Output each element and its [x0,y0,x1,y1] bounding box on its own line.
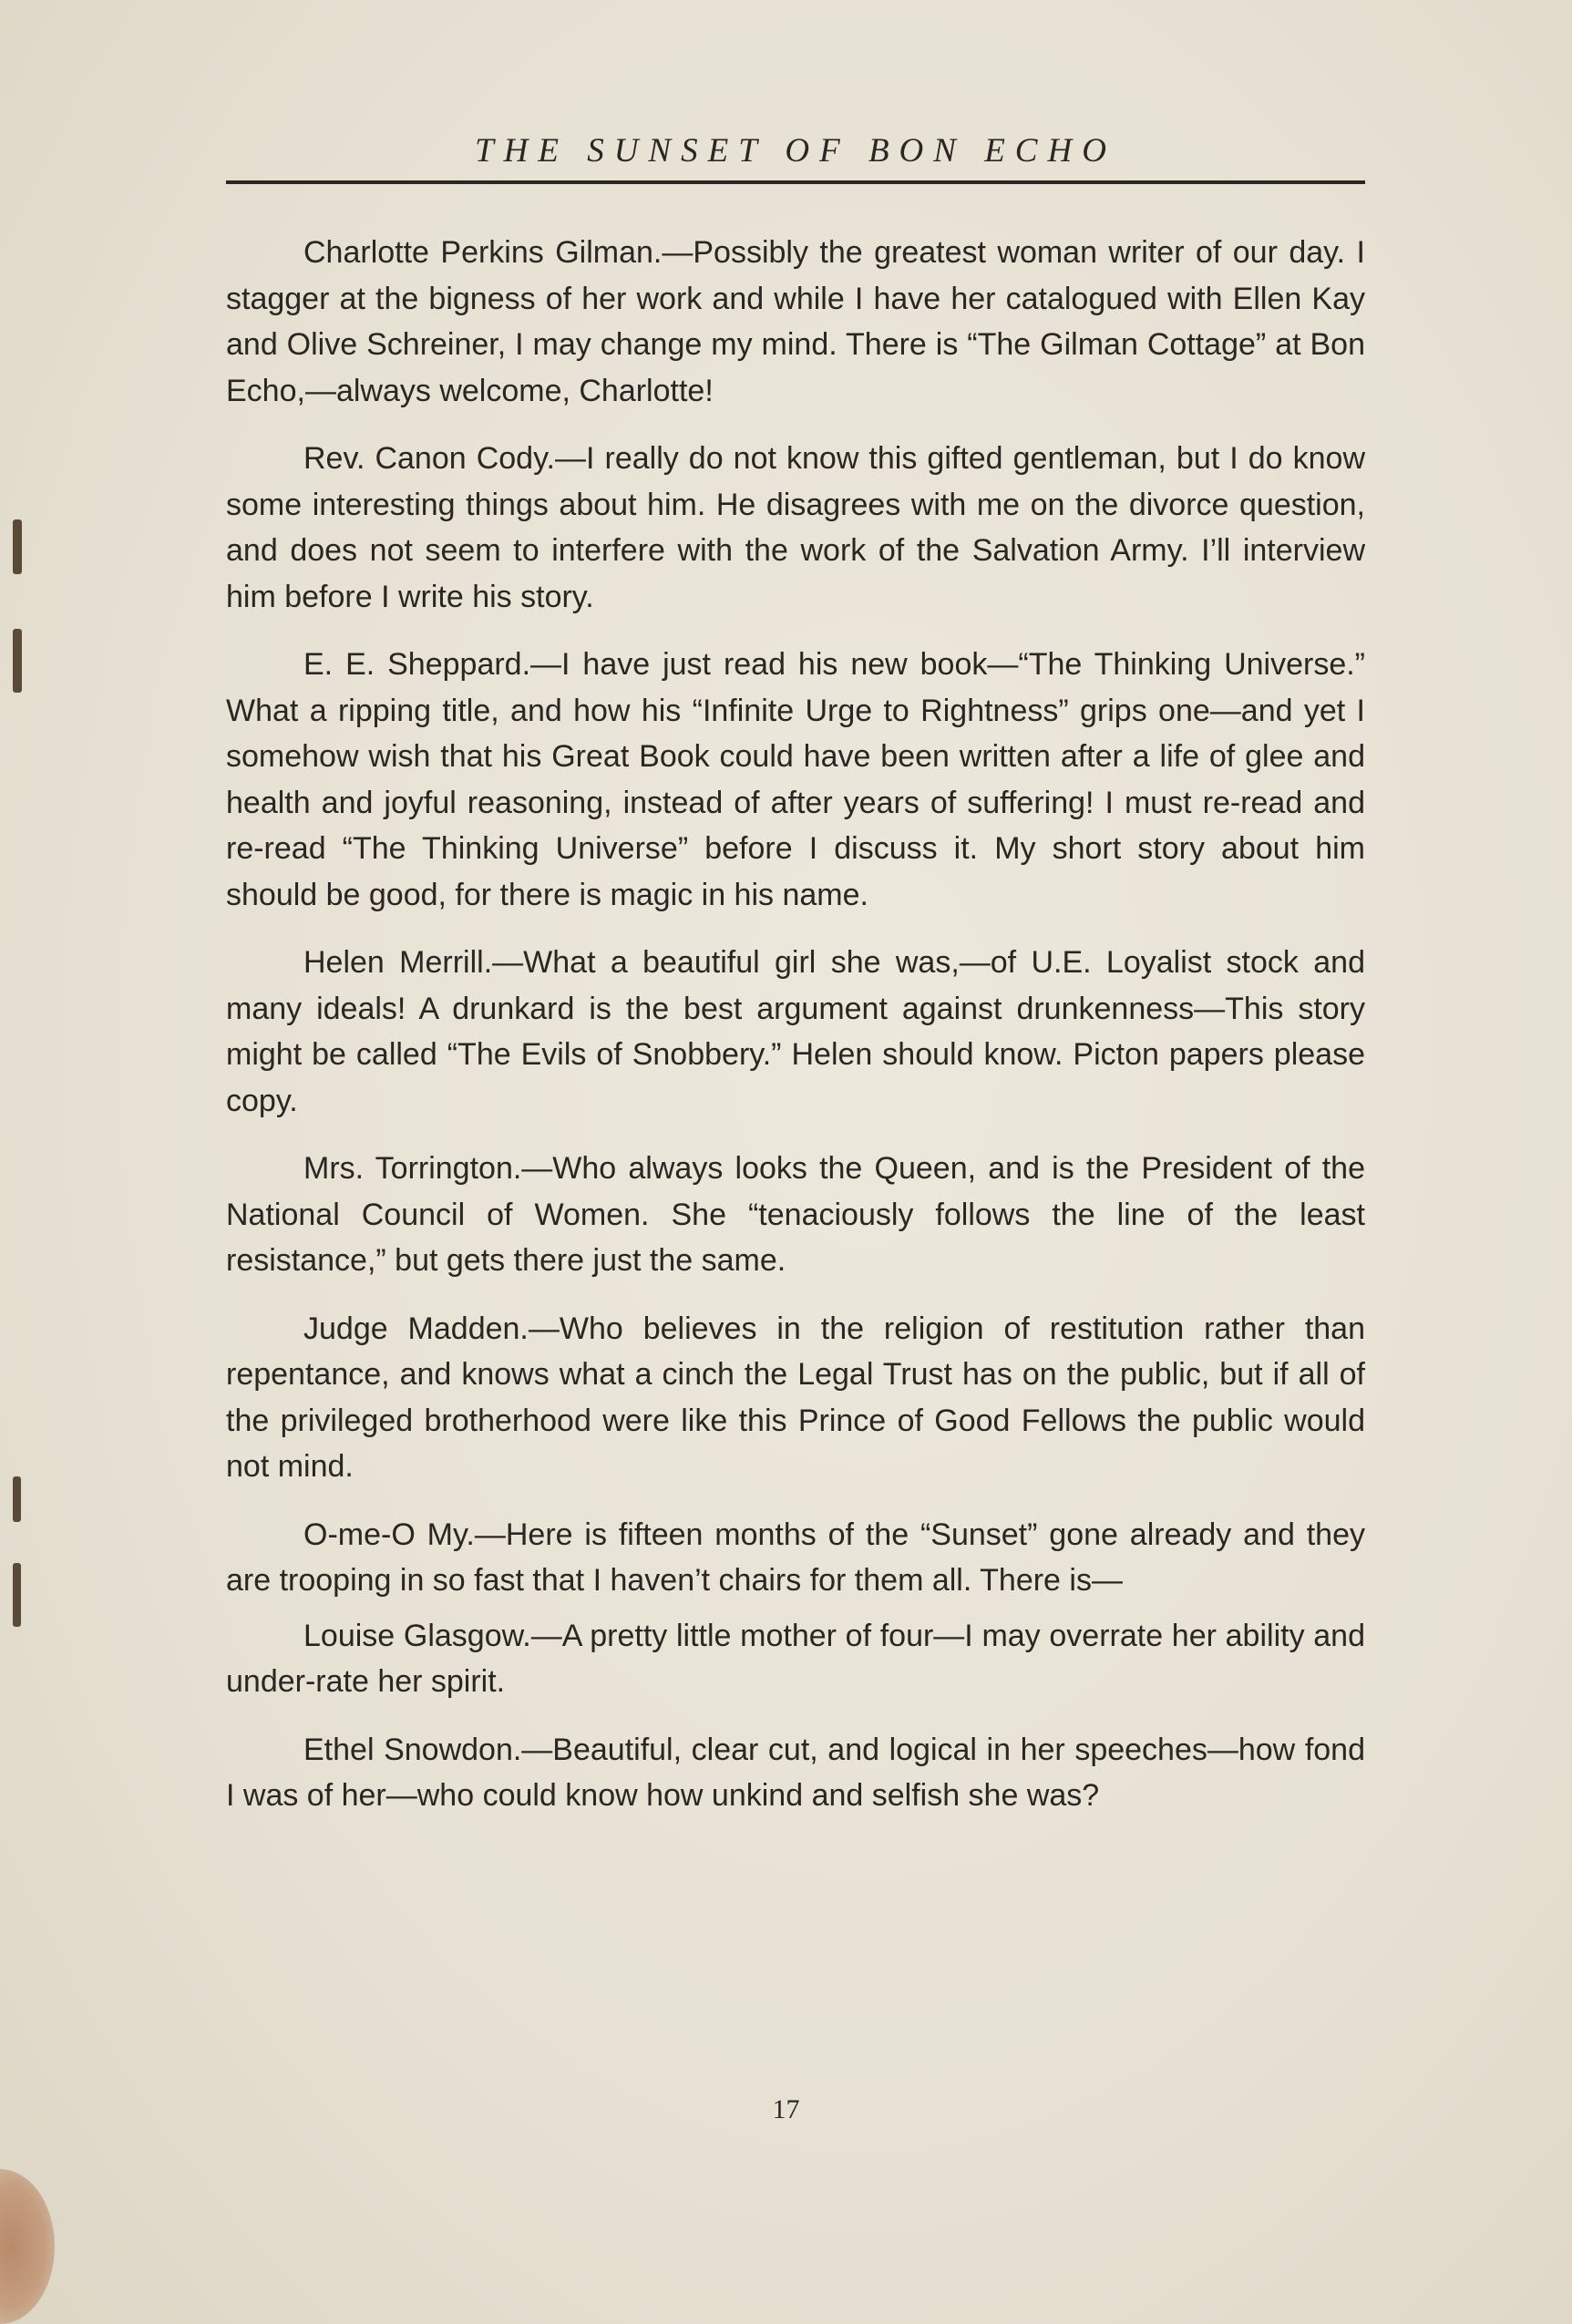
running-head: THE SUNSET OF BON ECHO [475,132,1116,170]
paragraph-cody: Rev. Canon Cody.—I really do not know this gifted gentleman, but I do know some interesting things about him. He disagrees with me on the divorce question, and does not seem to interfere with the work of the Salvation Army. I’ll interview him before I write his story. [226,441,1365,614]
paragraph-sheppard: E. E. Sheppard.—I have just read his new book—“The Thinking Universe.” What a ripping title, and how his “Infinite Urge to Rightness” grips one—and yet I somehow wish that his Great Book could have been written after a life of glee and health and joyful reasoning, instead of after years of suffering! I must re-read and re-read “The Thinking Universe” before I discuss it. My short story about him should be good, for there is magic in his name. [226,647,1365,912]
binding-stitch [13,1563,21,1627]
paragraph-torrington: Mrs. Torrington.—Who always looks the Queen, and is the President of the National Council of Women. She “tenaciously follows the line of the least resistance,” but gets there just the same. [226,1151,1365,1278]
paragraph-gilman: Charlotte Perkins Gilman.—Possibly the greatest woman writer of our day. I stagger at the bigness of her work and while I have her catalogued with Ellen Kay and Olive Schreiner, I may change my mind. There is “The Gilman Cottage” at Bon Echo,—always welcome, Charlotte! [226,235,1365,408]
binding-stitch [13,519,22,574]
header-rule [226,180,1365,184]
binding-stitch [13,629,22,693]
page-stain [0,2169,55,2324]
page-number: 17 [772,2094,800,2124]
binding-stitch [13,1476,21,1522]
paragraph-merrill: Helen Merrill.—What a beautiful girl she was,—of U.E. Loyalist stock and many ideals! A drunkard is the best argument against drunkenness—This story might be called “The Evils of Snobbery.” Helen should know. Picton papers please copy. [226,945,1365,1118]
paragraph-snowdon: Ethel Snowdon.—Beautiful, clear cut, and logical in her speeches—how fond I was of her—who could know how unkind and selfish she was? [226,1732,1365,1813]
paragraph-madden: Judge Madden.—Who believes in the religion of restitution rather than repentance, and knows what a cinch the Legal Trust has on the public, but if all of the privileged brotherhood were like this Prince of Good Fellows the public would not mind. [226,1311,1365,1484]
body-text [226,230,1365,1841]
paragraph-o-me-o-my: O-me-O My.—Here is fifteen months of the “Sunset” gone already and they are trooping in so fast that I haven’t chairs for them all. There is— [226,1517,1365,1598]
paragraph-glasgow: Louise Glasgow.—A pretty little mother of four—I may overrate her ability and under-rate her spirit. [226,1618,1365,1699]
